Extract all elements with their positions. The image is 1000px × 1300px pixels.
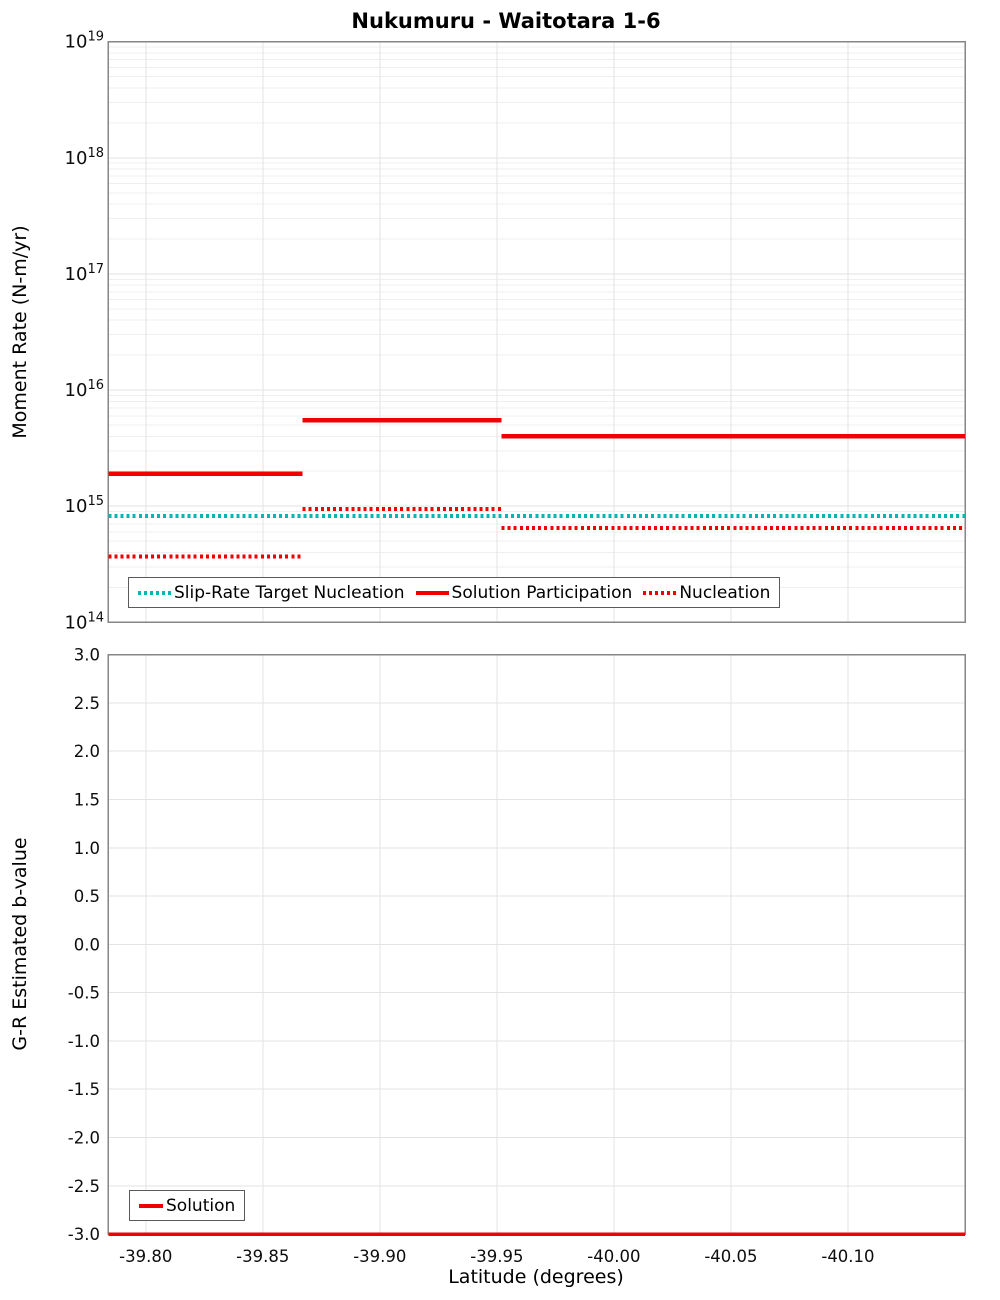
y-tick-label: 1.5 <box>73 790 100 810</box>
legend-entry <box>138 583 405 603</box>
legend-line-sample <box>416 591 449 595</box>
y-tick-label: $10^{18}$ <box>64 145 104 169</box>
x-tick-label: -40.10 <box>821 1247 875 1266</box>
page-title: Nukumuru - Waitotara 1-6 <box>351 9 661 33</box>
moment-rate-axis-label: Moment Rate (N-m/yr) <box>9 225 31 439</box>
x-tick-label: -39.85 <box>236 1247 290 1266</box>
legend-entry-label: Solution Participation <box>451 582 633 603</box>
y-tick-label: $10^{17}$ <box>64 261 104 285</box>
legend-b-value <box>129 1190 245 1221</box>
b-value-axis-label: G-R Estimated b-value <box>9 837 31 1051</box>
legend-entry-label: Nucleation <box>679 582 771 603</box>
x-tick-label: -39.90 <box>353 1247 407 1266</box>
legend-entry-label: Slip-Rate Target Nucleation <box>174 582 405 603</box>
b-value-plot-area <box>68 646 965 1266</box>
y-tick-label: 0.0 <box>73 935 100 955</box>
legend-line-sample <box>139 1204 163 1208</box>
y-tick-label: 0.5 <box>73 887 100 907</box>
y-tick-label: $10^{16}$ <box>64 378 104 402</box>
y-tick-label: -3.0 <box>67 1225 100 1245</box>
moment-rate-plot-area <box>65 30 965 634</box>
y-tick-label: -0.5 <box>67 983 100 1003</box>
latitude-axis-label: Latitude (degrees) <box>448 1266 624 1288</box>
x-tick-label: -39.95 <box>470 1247 524 1266</box>
legend-line-sample <box>138 591 171 595</box>
legend-entry-label: Solution <box>166 1195 236 1216</box>
y-tick-label: -1.0 <box>67 1031 100 1051</box>
y-tick-label: 3.0 <box>73 645 100 665</box>
legend-moment-rate <box>128 577 780 608</box>
y-tick-label: -2.0 <box>67 1128 100 1148</box>
legend-line-sample <box>643 591 676 595</box>
y-tick-label: 2.5 <box>73 693 100 713</box>
x-tick-label: -40.05 <box>704 1247 758 1266</box>
y-tick-label: -1.5 <box>67 1080 100 1100</box>
legend-entry <box>416 583 633 603</box>
plot-border <box>108 42 965 623</box>
x-tick-label: -40.00 <box>587 1247 641 1266</box>
y-tick-label: 1.0 <box>73 838 100 858</box>
legend-entry <box>139 1196 235 1216</box>
y-tick-label: $10^{14}$ <box>64 610 104 634</box>
x-tick-label: -39.80 <box>119 1247 173 1266</box>
y-tick-label: -2.5 <box>67 1176 100 1196</box>
y-tick-label: $10^{15}$ <box>64 494 104 518</box>
y-tick-label: $10^{19}$ <box>64 29 104 53</box>
legend-entry <box>643 583 770 603</box>
y-tick-label: 2.0 <box>73 742 100 762</box>
